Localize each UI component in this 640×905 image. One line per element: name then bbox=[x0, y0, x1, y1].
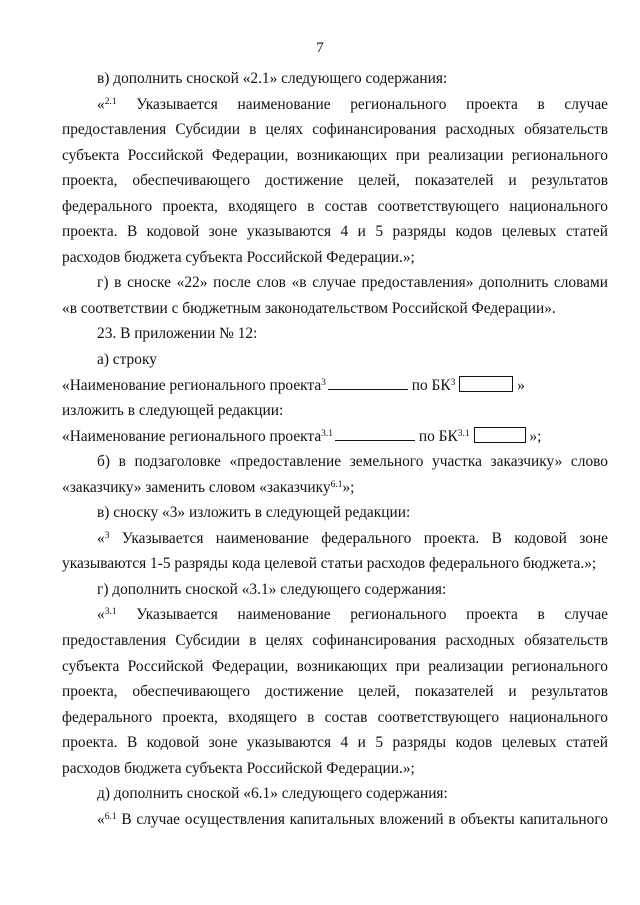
paragraph-new-edition: изложить в следующей редакции: bbox=[62, 402, 284, 420]
paragraph-add-footnote-3-1: г) дополнить сноской «3.1» следующего содержания: bbox=[97, 580, 447, 598]
bk-code-box bbox=[474, 427, 526, 443]
footnote-marker: 3 bbox=[104, 530, 110, 541]
blank-field-underline bbox=[328, 377, 408, 390]
paragraph-item-a: а) строку bbox=[97, 351, 157, 369]
paragraph-footnote-3-text: «$^3$ Указывается наименование федерального проекта. В кодовой зоне указываются 1-5 разряды кода целевой статьи расходов федерального бюджета.»; bbox=[62, 529, 608, 573]
paragraph-footnote-6-1-text: «$^{6.1}$ В случае осуществления капитальных вложений в объекты капитального bbox=[97, 810, 608, 828]
footnote-marker: 6.1 bbox=[104, 811, 117, 822]
document-body bbox=[62, 66, 608, 832]
form-line-old: «Наименование регионального проекта$^3$ по $БК^3$ » bbox=[62, 376, 525, 394]
paragraph-footnote-2-1-text: «$^{2.1}$ Указывается наименование регионального проекта в случае предоставления Субсидии в целях софинансирования расходных обязательств субъекта Российской Федерации, возникающих при реализации регионального проекта, обеспечивающего достижение целей, показателей и результатов федерального проекта, входящего в состав соответствующего национального проекта. В кодовой зоне указываются 4 и 5 разряды кодов целевых статей расходов бюджета субъекта Российской Федерации.»; bbox=[62, 95, 608, 266]
paragraph-appendix-12: 23. В приложении № 12: bbox=[97, 325, 258, 343]
paragraph-add-footnote-2-1: в) дополнить сноской «2.1» следующего содержания: bbox=[97, 70, 448, 87]
footnote-marker: 3.1 bbox=[104, 607, 117, 618]
bk-code-box bbox=[459, 376, 513, 392]
form-line-new: «Наименование регионального проекта$^{3.1}$ по $БК^{3.1}$ »; bbox=[62, 427, 542, 445]
blank-field-underline bbox=[335, 428, 415, 441]
paragraph-footnote-22: г) в сноске «22» после слов «в случае предоставления» дополнить словами «в соответствии с бюджетным законодательством Российской Федерации». bbox=[62, 274, 608, 317]
footnote-marker: 2.1 bbox=[104, 96, 117, 107]
paragraph-item-b: б) в подзаголовке «предоставление земельного участка заказчику» слово «заказчику» заменить словом «заказчику$^{6.1}$»; bbox=[62, 453, 608, 496]
page-number: 7 bbox=[316, 40, 324, 56]
paragraph-footnote-3-1-text: «$^{3.1}$ Указывается наименование регионального проекта в случае предоставления Субсидии в целях софинансирования расходных обязательств субъекта Российской Федерации, возникающих при реализации регионального проекта, обеспечивающего достижение целей, показателей и результатов федерального проекта, входящего в состав соответствующего национального проекта. В кодовой зоне указываются 4 и 5 разряды кодов целевых статей расходов бюджета субъекта Российской Федерации.»; bbox=[62, 606, 608, 777]
paragraph-footnote-3: в) сноску «3» изложить в следующей редакции: bbox=[97, 504, 411, 522]
paragraph-add-footnote-6-1: д) дополнить сноской «6.1» следующего содержания: bbox=[97, 785, 448, 803]
